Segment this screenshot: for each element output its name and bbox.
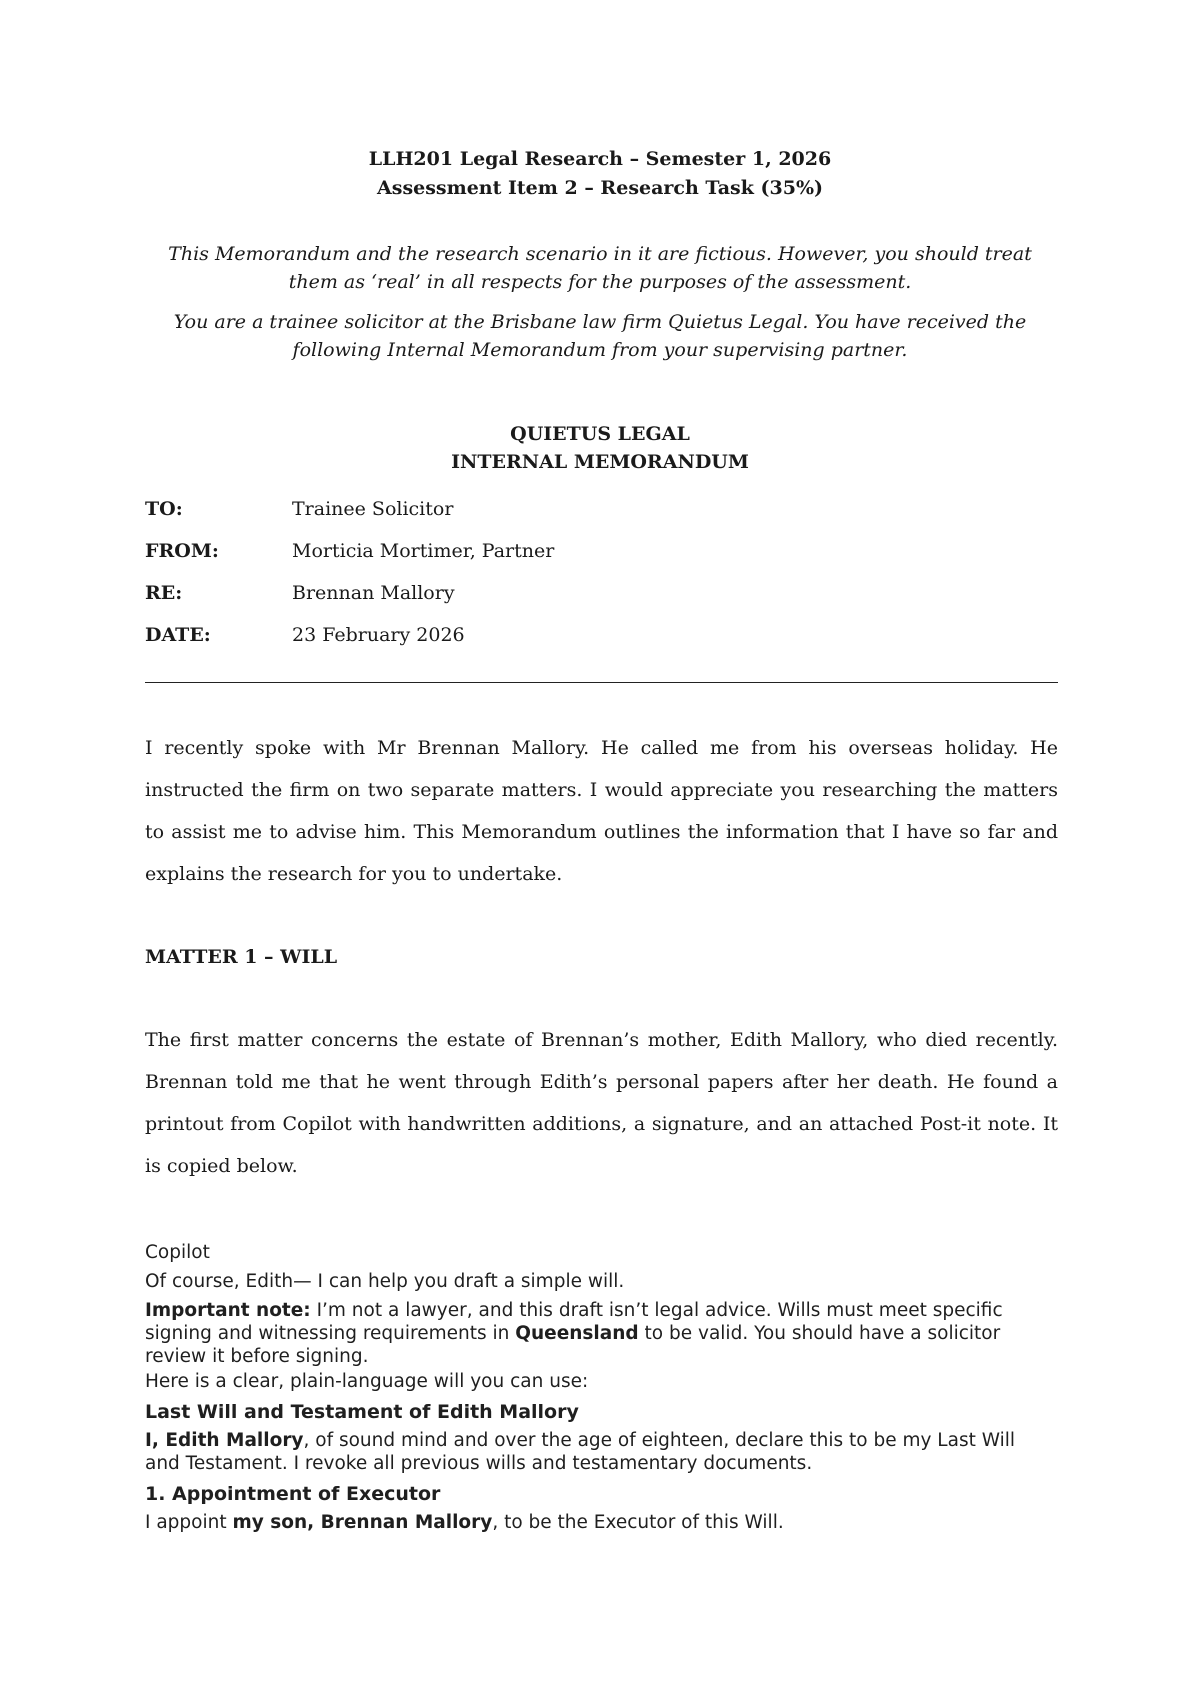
intro-paragraph: I recently spoke with Mr Brennan Mallory. He called me from his overseas holiday. He instructed the firm on two separate matters. I would appreciate you researching the matters to assist me to advise him. This Memorandum outlines the information that I have so far and explains the research for you to undertake. (145, 737, 1058, 885)
important-note-state: Queensland (515, 1323, 639, 1344)
executor-name: my son, Brennan Mallory (232, 1512, 493, 1533)
will-declaration (145, 1429, 1045, 1475)
date-value: 23 February 2026 (292, 624, 465, 646)
declaration-text: , of sound mind and over the age of eighteen, declare this to be my Last Will and Testament. I revoke all previous wills and testamentary documents. (145, 1430, 1016, 1474)
date-label: DATE: (145, 624, 211, 646)
copilot-lead-in: Here is a clear, plain-language will you can use: (145, 1371, 589, 1392)
important-note-label: Important note: (145, 1300, 311, 1321)
executor-section-heading: 1. Appointment of Executor (145, 1483, 441, 1505)
fiction-disclaimer: This Memorandum and the research scenario in it are fictious. However, you should treat them as ‘real’ in all respects for the purposes of the assessment. (168, 243, 1032, 293)
will-title: Last Will and Testament of Edith Mallory (145, 1401, 579, 1423)
scenario-intro: You are a trainee solicitor at the Brisbane law firm Quietus Legal. You have received the following Internal Memorandum from your supervising partner. (173, 311, 1027, 361)
copilot-important-note (145, 1299, 1045, 1368)
re-value: Brennan Mallory (292, 582, 455, 604)
to-label: TO: (145, 498, 183, 520)
matter-1-heading: MATTER 1 – WILL (145, 946, 338, 968)
copilot-source: Copilot (145, 1242, 210, 1263)
matter-1-paragraph: The first matter concerns the estate of Brennan’s mother, Edith Mallory, who died recently. Brennan told me that he went through Edith’s personal papers after her death. He found a printout from Copilot with handwritten additions, a signature, and an attached Post-it note. It is copied below. (145, 1029, 1058, 1177)
header-divider (145, 682, 1058, 683)
firm-name: QUIETUS LEGAL (510, 423, 690, 445)
copilot-greeting: Of course, Edith— I can help you draft a simple will. (145, 1271, 625, 1292)
declaration-name: I, Edith Mallory (145, 1430, 304, 1451)
from-label: FROM: (145, 540, 219, 562)
copilot-printout (145, 1241, 1045, 1534)
from-value: Morticia Mortimer, Partner (292, 540, 555, 562)
executor-section-text (145, 1511, 1045, 1534)
to-value: Trainee Solicitor (292, 498, 454, 520)
important-note-text-1: I’m not a lawyer, and this draft isn’t legal advice. Wills must meet specific signing and witnessing requirements in (145, 1300, 1003, 1344)
course-title: LLH201 Legal Research – Semester 1, 2026 (368, 148, 832, 170)
assessment-title: Assessment Item 2 – Research Task (35%) (377, 177, 823, 199)
executor-text-1: I appoint (145, 1512, 233, 1533)
re-label: RE: (145, 582, 183, 604)
important-note-text-2: to be valid. You should have a solicitor review it before signing. (145, 1323, 1001, 1367)
memo-type: INTERNAL MEMORANDUM (451, 451, 749, 473)
executor-text-2: , to be the Executor of this Will. (492, 1512, 784, 1533)
